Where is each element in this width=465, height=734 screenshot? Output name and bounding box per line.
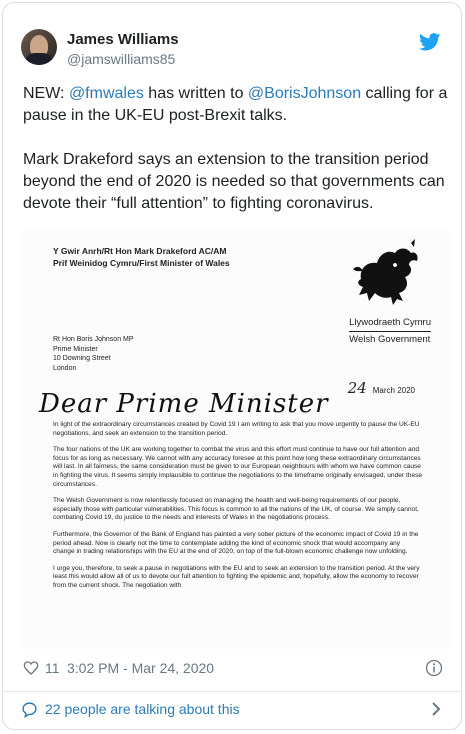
welsh-government-wordmark xyxy=(349,317,431,346)
heart-icon[interactable] xyxy=(23,660,39,676)
tweet-text-mid: has written to xyxy=(143,85,248,102)
letter-paragraph-1: In light of the extraordinary circumstances created by Covid 19 I am writing to ask that you move urgently to pause the UK-EU negotiations, and seek an extension to the transition period. xyxy=(53,421,420,437)
mention-fmwales[interactable]: @fmwales xyxy=(68,85,144,102)
comment-bubble-icon xyxy=(21,701,38,718)
letter-paragraph-4: Furthermore, the Governor of the Bank of England has painted a very sober picture of the economic impact of Covid 19 in the period ahead. Now is clearly not the time to contemplate adding the kind of economic shock that would accompany any change in trading relationships with the EU at the end of 2020, on top of the full-blown economic challenge now unfolding. xyxy=(53,530,419,556)
sender-line-1: Y Gwir Anrh/Rt Hon Mark Drakeford AC/AM xyxy=(53,246,227,256)
tweet-meta xyxy=(21,657,443,681)
chevron-right-icon[interactable] xyxy=(429,701,443,717)
tweet-text-suffix: calling for a pause in the UK-EU post-Brexit talks. xyxy=(23,85,448,124)
date-month-year: March 2020 xyxy=(372,386,415,395)
handwritten-salutation: Dear Prime Minister xyxy=(39,389,329,419)
divider xyxy=(3,691,461,692)
gov-name-english: Welsh Government xyxy=(349,334,431,345)
letter-paragraph-2: The four nations of the UK are working together to combat the virus and this effort must continue to have our full attention and focus for as long as necessary. We cannot with any accuracy foresee at this point how long these extraordinary circumstances will last. In all fairness, the same consideration must be given to our European neighbours with whom we have common cause in fighting the virus. It seems simply implausible to continue the negotiations to the timeframe originally envisaged, under these circumstances. xyxy=(53,446,423,488)
gov-divider xyxy=(349,331,431,332)
tweet-text xyxy=(23,83,451,237)
letter-image[interactable] xyxy=(23,229,449,649)
letter-paragraph-5: I urge you, therefore, to seek a pause in negotiations with the EU and to seek an extension to the transition period. At the very least this would allow all of us to devote our full attention to fighting the epidemic and, hopefully, allow the economy to recover from the current shock. The negotiation with xyxy=(53,564,420,589)
tweet-header xyxy=(21,29,443,73)
talking-count-text[interactable]: 22 people are talking about this xyxy=(45,701,240,717)
address-line-1: Rt Hon Boris Johnson MP xyxy=(53,336,134,343)
author-name[interactable]: James Williams xyxy=(67,31,179,48)
author-handle[interactable]: @jamswilliams85 xyxy=(67,51,176,67)
tweet-text-prefix: NEW: xyxy=(23,85,69,102)
letter-paragraph-3: The Welsh Government is now relentlessly focused on managing the health and well-being requirements of our people, especially those with particular vulnerabilities. This focus is common to all the nations of the UK, of course. We simply cannot, combating Covid 19, do justice to the needs and interests of Wales in the negotiations process. xyxy=(53,497,419,522)
mention-borisjohnson[interactable]: @BorisJohnson xyxy=(247,85,362,102)
like-count[interactable]: 11 xyxy=(45,660,60,676)
avatar-body xyxy=(25,53,53,65)
avatar[interactable] xyxy=(21,29,57,65)
tweet-timestamp[interactable]: 3:02 PM - Mar 24, 2020 xyxy=(67,660,215,676)
embedded-tweet xyxy=(2,2,462,730)
twitter-bird-icon[interactable] xyxy=(419,33,441,51)
recipient-address xyxy=(53,335,134,373)
author-info[interactable] xyxy=(67,31,179,68)
letter-body xyxy=(53,421,423,599)
letter-date xyxy=(348,379,415,397)
tweet-paragraph-2: Mark Drakeford says an extension to the transition period beyond the end of 2020 is needed so that governments can devote their “full attention” to fighting coronavirus. xyxy=(23,151,445,212)
conversation-link[interactable] xyxy=(21,699,443,721)
gov-name-welsh: Llywodraeth Cymru xyxy=(349,317,431,328)
welsh-dragon-logo-icon xyxy=(351,239,421,311)
address-line-3: 10 Downing Street xyxy=(53,355,111,362)
address-line-4: London xyxy=(53,364,77,372)
sender-line-2: Prif Weinidog Cymru/First Minister of Wales xyxy=(53,258,230,268)
date-day: 24 xyxy=(347,379,367,397)
letter-sender xyxy=(53,245,230,269)
info-icon[interactable] xyxy=(425,659,443,677)
address-line-2: Prime Minister xyxy=(53,345,98,353)
tweet-paragraph-1 xyxy=(23,83,451,127)
